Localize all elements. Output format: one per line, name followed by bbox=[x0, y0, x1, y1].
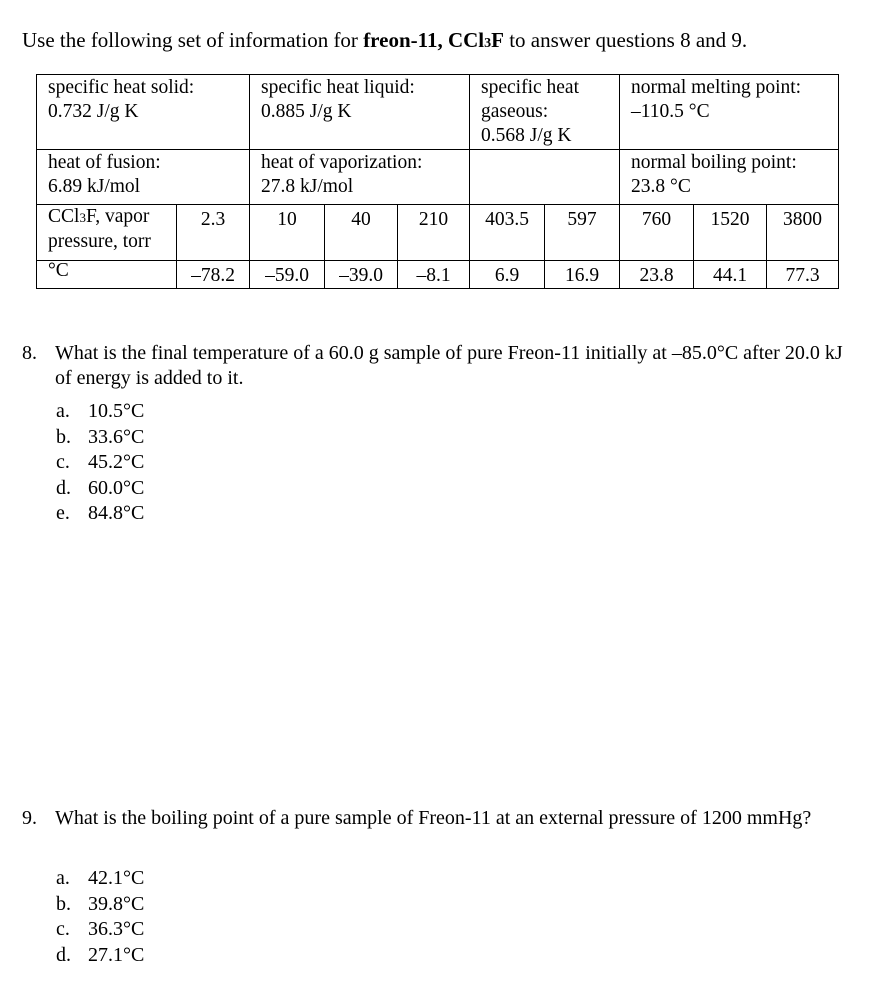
cell-boiling-point bbox=[620, 150, 839, 205]
question-9 bbox=[22, 806, 845, 831]
specific-heat-gaseous-label-1: specific heat bbox=[481, 77, 580, 98]
option-letter: a. bbox=[56, 867, 70, 889]
temperature-cell: 23.8 bbox=[620, 261, 694, 289]
vapor-pressure-label-part-1: CCl bbox=[48, 206, 80, 227]
temperature-cell: 77.3 bbox=[767, 261, 839, 289]
option-text: 10.5°C bbox=[88, 400, 145, 422]
table-row-temperature bbox=[37, 261, 839, 289]
vapor-pressure-cell: 10 bbox=[250, 205, 325, 261]
vapor-pressure-label-subscript: 3 bbox=[79, 210, 86, 225]
vapor-pressure-cell: 403.5 bbox=[470, 205, 545, 261]
heat-of-vaporization-label: heat of vaporization: bbox=[261, 152, 423, 173]
question-8-options bbox=[56, 399, 144, 527]
cell-melting-point bbox=[620, 75, 839, 150]
intro-suffix: to answer questions 8 and 9. bbox=[503, 28, 748, 52]
answer-option bbox=[56, 399, 144, 425]
intro-compound-part-2: F bbox=[491, 28, 504, 52]
cell-specific-heat-liquid bbox=[250, 75, 470, 150]
freon-properties-table bbox=[36, 74, 839, 289]
intro-prefix: Use the following set of information for bbox=[22, 28, 364, 52]
heat-of-fusion-value: 6.89 kJ/mol bbox=[48, 176, 141, 197]
table-row-specific-heats bbox=[37, 75, 839, 150]
answer-option bbox=[56, 501, 144, 527]
option-text: 45.2°C bbox=[88, 451, 145, 473]
option-letter: d. bbox=[56, 476, 71, 499]
specific-heat-gaseous-value: 0.568 J/g K bbox=[481, 125, 572, 146]
heat-of-fusion-label: heat of fusion: bbox=[48, 152, 161, 173]
cell-empty bbox=[470, 150, 620, 205]
option-text: 33.6°C bbox=[88, 425, 145, 448]
vapor-pressure-cell: 40 bbox=[325, 205, 398, 261]
answer-option bbox=[56, 917, 144, 943]
option-letter: c. bbox=[56, 918, 70, 940]
temperature-cell: 44.1 bbox=[694, 261, 767, 289]
question-text: What is the boiling point of a pure sample of Freon-11 at an external pressure of 1200 mmHg? bbox=[55, 807, 812, 829]
vapor-pressure-cell: 2.3 bbox=[177, 205, 250, 261]
vapor-pressure-cell: 760 bbox=[620, 205, 694, 261]
boiling-point-value: 23.8 °C bbox=[631, 176, 691, 197]
option-text: 60.0°C bbox=[88, 476, 145, 499]
specific-heat-liquid-value: 0.885 J/g K bbox=[261, 101, 352, 122]
option-text: 27.1°C bbox=[88, 943, 145, 966]
table-row-enthalpies bbox=[37, 150, 839, 205]
temperature-cell: 6.9 bbox=[470, 261, 545, 289]
temperature-cell: –8.1 bbox=[398, 261, 470, 289]
temperature-cell: –39.0 bbox=[325, 261, 398, 289]
melting-point-label: normal melting point: bbox=[631, 77, 802, 98]
answer-option bbox=[56, 866, 144, 892]
vapor-pressure-label-part-2: F, vapor pressure, torr bbox=[48, 206, 151, 252]
question-9-options bbox=[56, 866, 144, 968]
answer-option bbox=[56, 450, 144, 476]
option-text: 84.8°C bbox=[88, 502, 145, 524]
table-row-vapor-pressure bbox=[37, 205, 839, 261]
melting-point-value: –110.5 °C bbox=[631, 101, 710, 122]
cell-specific-heat-solid bbox=[37, 75, 250, 150]
temperature-cell: 16.9 bbox=[545, 261, 620, 289]
boiling-point-label: normal boiling point: bbox=[631, 152, 797, 173]
answer-option bbox=[56, 425, 144, 451]
temperature-cell: –78.2 bbox=[177, 261, 250, 289]
question-number: 9. bbox=[22, 807, 37, 829]
option-text: 42.1°C bbox=[88, 867, 145, 889]
option-letter: a. bbox=[56, 400, 70, 422]
vapor-pressure-cell: 3800 bbox=[767, 205, 839, 261]
intro-compound bbox=[363, 28, 504, 52]
temperature-cell: –59.0 bbox=[250, 261, 325, 289]
specific-heat-liquid-label: specific heat liquid: bbox=[261, 77, 415, 98]
specific-heat-solid-label: specific heat solid: bbox=[48, 77, 195, 98]
intro-compound-part-1: freon-11, CCl bbox=[363, 28, 485, 52]
heat-of-vaporization-value: 27.8 kJ/mol bbox=[261, 176, 354, 197]
option-letter: b. bbox=[56, 892, 71, 915]
cell-heat-of-vaporization bbox=[250, 150, 470, 205]
option-text: 36.3°C bbox=[88, 918, 145, 940]
vapor-pressure-cell: 597 bbox=[545, 205, 620, 261]
answer-option bbox=[56, 892, 144, 918]
option-text: 39.8°C bbox=[88, 892, 145, 915]
intro-sentence bbox=[22, 28, 747, 53]
specific-heat-gaseous-label-2: gaseous: bbox=[481, 101, 549, 122]
cell-heat-of-fusion bbox=[37, 150, 250, 205]
question-8 bbox=[22, 341, 845, 391]
intro-compound-subscript: 3 bbox=[484, 36, 492, 51]
option-letter: b. bbox=[56, 425, 71, 448]
vapor-pressure-cell: 1520 bbox=[694, 205, 767, 261]
question-text: What is the final temperature of a 60.0 g sample of pure Freon-11 initially at –85.0°C after 20.0 kJ of energy is added to it. bbox=[55, 342, 843, 389]
vapor-pressure-label bbox=[37, 205, 177, 261]
question-number: 8. bbox=[22, 342, 37, 364]
answer-option bbox=[56, 476, 144, 502]
answer-option bbox=[56, 943, 144, 969]
cell-specific-heat-gaseous bbox=[470, 75, 620, 150]
option-letter: d. bbox=[56, 943, 71, 966]
vapor-pressure-cell: 210 bbox=[398, 205, 470, 261]
option-letter: c. bbox=[56, 451, 70, 473]
temperature-label: °C bbox=[37, 261, 177, 289]
specific-heat-solid-value: 0.732 J/g K bbox=[48, 101, 139, 122]
option-letter: e. bbox=[56, 502, 70, 524]
